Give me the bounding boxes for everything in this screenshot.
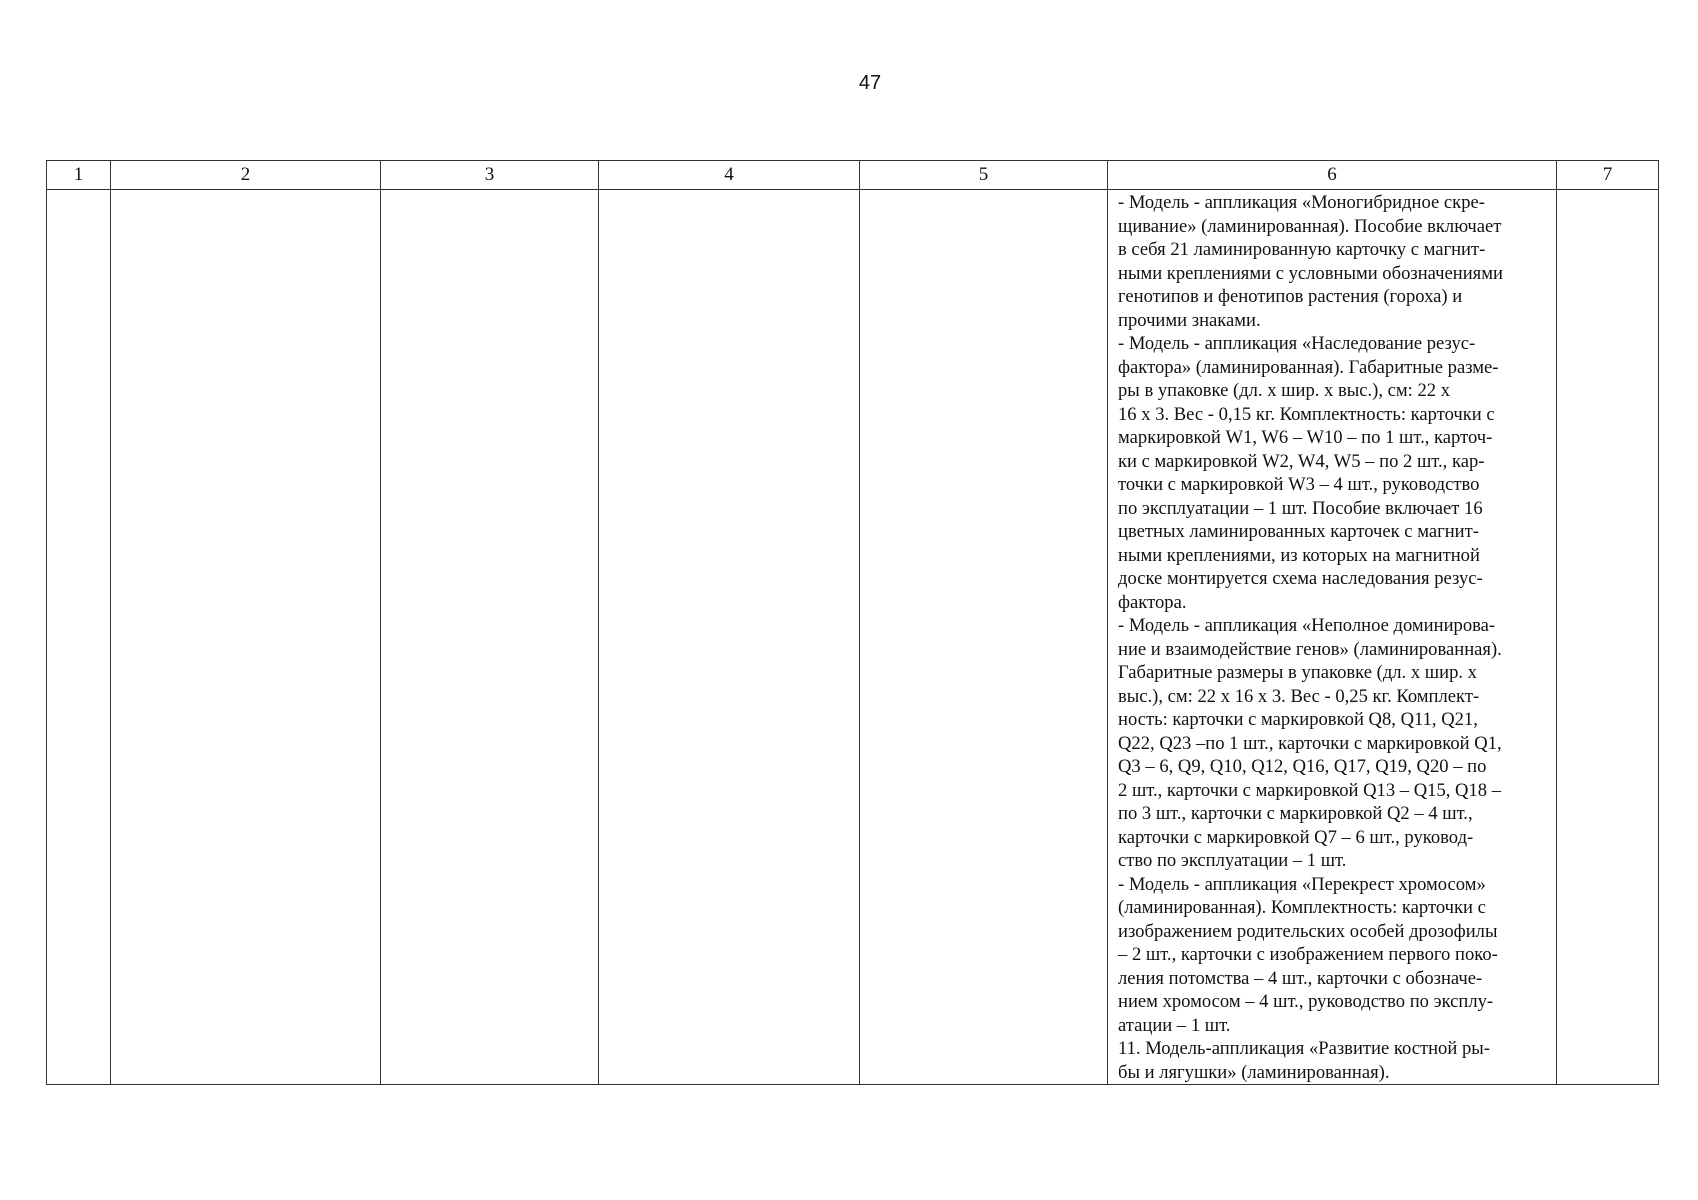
description-line: ры в упаковке (дл. х шир. х выс.), см: 22 х — [1118, 380, 1451, 401]
cell-col-5 — [860, 190, 1108, 1085]
description-line: - Модель - аппликация «Наследование резус- — [1118, 333, 1476, 354]
description-line: цветных ламинированных карточек с магнит- — [1118, 521, 1479, 542]
page-number: 47 — [858, 72, 882, 94]
description-line: доске монтируется схема наследования резус- — [1118, 568, 1483, 589]
header-row — [47, 161, 1659, 190]
description-line: ными креплениями, из которых на магнитной — [1118, 544, 1480, 566]
description-line: - Модель - аппликация «Перекрест хромосом» — [1118, 873, 1486, 895]
header-col-1: 1 — [47, 161, 111, 190]
description-line: нием хромосом – 4 шт., руководство по эксплу- — [1118, 991, 1494, 1012]
header-col-6: 6 — [1108, 161, 1557, 190]
description-line: маркировкой W1, W6 – W10 – по 1 шт., карточ- — [1118, 427, 1493, 448]
description-line: в себя 21 ламинированную карточку с магнит- — [1118, 239, 1486, 260]
description-line: изображением родительских особей дрозофилы — [1118, 920, 1498, 942]
description-line: – 2 шт., карточки с изображением первого поко- — [1118, 944, 1498, 965]
description-line: - Модель - аппликация «Моногибридное скре- — [1118, 192, 1485, 213]
description-line: 16 х 3. Вес - 0,15 кг. Комплектность: карточки с — [1118, 403, 1495, 425]
description-line: ления потомства – 4 шт., карточки с обозначе- — [1118, 967, 1483, 989]
description-line: Q3 – 6, Q9, Q10, Q12, Q16, Q17, Q19, Q20 – по — [1118, 756, 1487, 777]
description-line: ными креплениями с условными обозначениями — [1118, 262, 1503, 284]
header-col-3: 3 — [381, 161, 599, 190]
header-col-4: 4 — [599, 161, 860, 190]
description-line: прочими знаками. — [1118, 309, 1261, 331]
header-col-2: 2 — [111, 161, 381, 190]
description-line: фактора» (ламинированная). Габаритные разме- — [1118, 356, 1499, 378]
description-line: карточки с маркировкой Q7 – 6 шт., руковод- — [1118, 826, 1474, 848]
cell-col-3 — [381, 190, 599, 1085]
description-line: щивание» (ламинированная). Пособие включает — [1118, 215, 1502, 237]
description-line: выс.), см: 22 х 16 х 3. Вес - 0,25 кг. Комплект- — [1118, 685, 1480, 707]
description-line: генотипов и фенотипов растения (гороха) и — [1118, 286, 1463, 307]
description-line: ние и взаимодействие генов» (ламинированная). — [1118, 638, 1502, 660]
description-line: (ламинированная). Комплектность: карточки с — [1118, 897, 1486, 918]
description-line: Q22, Q23 –по 1 шт., карточки с маркировкой Q1, — [1118, 732, 1502, 754]
description-line: точки с маркировкой W3 – 4 шт., руководство — [1118, 474, 1480, 495]
cell-col-2 — [111, 190, 381, 1085]
description-line: ство по эксплуатации – 1 шт. — [1118, 850, 1347, 871]
description-line: по эксплуатации – 1 шт. Пособие включает 16 — [1118, 497, 1483, 519]
table-row — [47, 190, 1659, 1085]
description-line: 2 шт., карточки с маркировкой Q13 – Q15, Q18 – — [1118, 779, 1502, 801]
description-line: фактора. — [1118, 591, 1187, 613]
header-col-7: 7 — [1557, 161, 1659, 190]
specification-table — [46, 160, 1659, 1085]
description-line: атации – 1 шт. — [1118, 1014, 1231, 1036]
description-line: Габаритные размеры в упаковке (дл. х шир. х — [1118, 662, 1477, 683]
description-line: ки с маркировкой W2, W4, W5 – по 2 шт., кар- — [1118, 450, 1485, 472]
cell-col-6-description — [1108, 190, 1557, 1085]
cell-col-1 — [47, 190, 111, 1085]
header-col-5: 5 — [860, 161, 1108, 190]
cell-col-4 — [599, 190, 860, 1085]
description-line: бы и лягушки» (ламинированная). — [1118, 1061, 1390, 1083]
description-line: 11. Модель-аппликация «Развитие костной ры- — [1118, 1038, 1490, 1059]
cell-col-7 — [1557, 190, 1659, 1085]
description-line: по 3 шт., карточки с маркировкой Q2 – 4 шт., — [1118, 803, 1473, 824]
description-line: ность: карточки с маркировкой Q8, Q11, Q21, — [1118, 709, 1478, 730]
description-line: - Модель - аппликация «Неполное доминирова- — [1118, 615, 1496, 636]
